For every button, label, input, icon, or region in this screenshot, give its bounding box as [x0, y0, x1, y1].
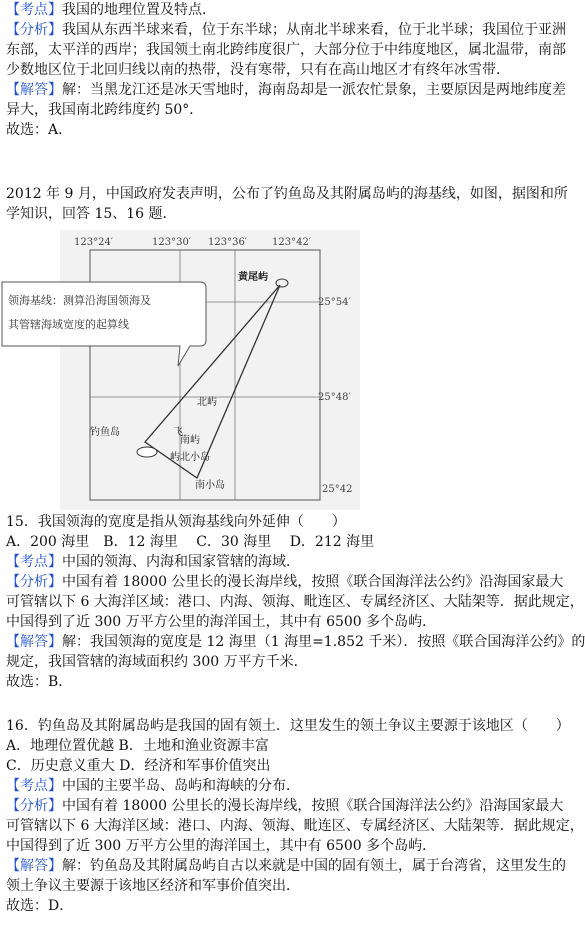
jieda-text-1: 解：当黑龙江还是冰天雪地时，海南岛却是一派农忙景象，主要原因是两地纬度差	[62, 82, 566, 98]
q16-options-2: C．历史意义重大 D．经济和军事价值突出	[6, 758, 271, 774]
nanxiao-label: 南小岛	[195, 480, 225, 491]
lon-label-2: 123°30′	[152, 237, 192, 248]
lat-label-1: 25°54′	[318, 297, 351, 308]
q16-fenxi-1: 【分析】中国有着 18000 公里长的漫长海岸线，按照《联合国海洋法公约》沿海国家最大	[6, 798, 564, 814]
nanyu-label: 南屿	[180, 435, 200, 446]
lat-label-3: 25°42	[322, 484, 353, 495]
q15-stem: 15．我国领海的宽度是指从领海基线向外延伸（ ）	[6, 514, 346, 530]
q15-jieda-2: 规定，我国管辖的海域面积约 300 万平方千米．	[6, 654, 308, 670]
fenxi-line-1	[6, 22, 568, 39]
q16-kaodian: 【考点】中国的主要半岛、岛屿和海峡的分布．	[6, 778, 300, 794]
beixiao-label: 屿北小岛	[170, 452, 210, 463]
huangwei-label: 黄尾屿	[238, 272, 268, 283]
callout-line-2: 其管辖海域宽度的起算线	[8, 318, 129, 331]
q16-fenxi-3: 中国得到了近 300 万平方公里的海洋国土，其中有 6500 多个岛屿．	[6, 838, 437, 854]
beiyu-label: 北屿	[197, 397, 217, 408]
diaoyu-island	[137, 447, 157, 457]
q16-jieda-2: 领土争议主要源于该地区经济和军事价值突出．	[6, 878, 300, 894]
callout-line-1: 领海基线：测算沿海国领海及	[8, 294, 151, 307]
q16-stem: 16．钓鱼岛及其附属岛屿是我国的固有领土．这里发生的领土争议主要源于该地区（ ）	[6, 718, 570, 734]
diaoyu-map	[8, 230, 360, 510]
jieda-line-1	[6, 82, 568, 99]
intro-line-1: 2012 年 9 月，中国政府发表声明，公布了钓鱼岛及其附属岛屿的海基线，如图，据图和所	[6, 186, 568, 202]
q15-answer: 故选：B．	[6, 674, 73, 690]
q16-jieda-1: 【解答】解：钓鱼岛及其附属岛屿自古以来就是中国的固有领土，属于台湾省，这里发生的	[6, 858, 566, 874]
intro-line-2: 学知识，回答 15、16 题．	[6, 206, 177, 222]
fenxi-line-3: 少数地区位于北回归线以南的热带，没有寒带，只有在高山地区才有终年冰雪带．	[6, 62, 510, 78]
answer-line-1: 故选：A．	[6, 122, 73, 138]
lon-label-4: 123°42′	[272, 237, 312, 248]
lon-label-3: 123°36′	[208, 237, 248, 248]
q15-options: A．200 海里 B．12 海里 C．30 海里 D．212 海里	[6, 534, 375, 550]
q15-fenxi-2: 可管辖以下 6 大海洋区域：港口、内海、领海、毗连区、专属经济区、大陆架等．据此规定，	[6, 594, 584, 610]
kaodian-text: 我国的地理位置及特点．	[62, 2, 216, 18]
fenxi-text-1: 我国从东西半球来看，位于东半球；从南北半球来看，位于北半球；我国位于亚洲	[62, 22, 566, 38]
jieda-tag: 【解答】	[6, 82, 62, 98]
diaoyu-label: 钓鱼岛	[90, 427, 120, 438]
lat-label-2: 25°48′	[318, 392, 351, 403]
jieda-line-2: 异大，我国南北跨纬度约 50°．	[6, 102, 204, 118]
q16-options-1: A．地理位置优越 B．土地和渔业资源丰富	[6, 738, 269, 754]
lon-label-1: 123°24′	[74, 237, 114, 248]
q16-fenxi-2: 可管辖以下 6 大海洋区域：港口、内海、领海、毗连区、专属经济区、大陆架等．据此规定，	[6, 818, 584, 834]
fenxi-line-2: 东部，太平洋的西岸；我国领土南北跨纬度很广，大部分位于中纬度地区，属北温带，南部	[6, 42, 566, 58]
q15-fenxi-3: 中国得到了近 300 万平方公里的海洋国土，其中有 6500 多个岛屿．	[6, 614, 437, 630]
kaodian-line-1	[6, 2, 568, 19]
q15-fenxi-1: 【分析】中国有着 18000 公里长的漫长海岸线，按照《联合国海洋法公约》沿海国家最大	[6, 574, 564, 590]
fenxi-tag: 【分析】	[6, 22, 62, 38]
q16-answer: 故选：D．	[6, 898, 74, 914]
kaodian-tag: 【考点】	[6, 2, 62, 18]
q15-kaodian: 【考点】中国的领海、内海和国家管辖的海域．	[6, 554, 300, 570]
fei-label: 飞	[173, 427, 183, 438]
huangwei-island	[276, 279, 288, 287]
q15-jieda-1: 【解答】解：我国领海的宽度是 12 海里（1 海里=1.852 千米）．按照《联合国海洋公约》的	[6, 634, 585, 650]
